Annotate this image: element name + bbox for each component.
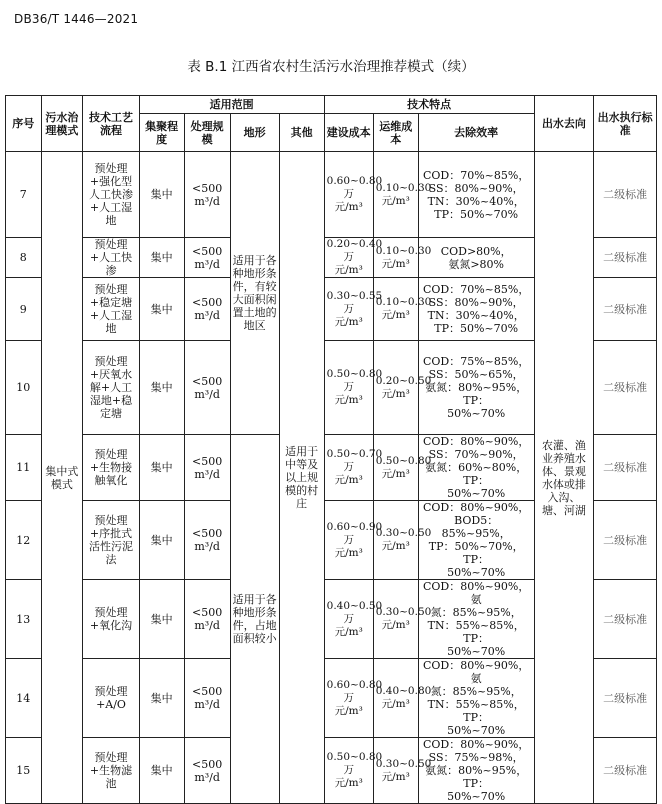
- removal-efficiency-line: [421, 501, 532, 514]
- header-collection: 集聚程度: [139, 114, 184, 152]
- scale-unit: m³/d: [194, 619, 220, 632]
- scale-value: <500: [192, 181, 223, 195]
- row-number: 10: [6, 341, 42, 435]
- op-cost-unit: 元/m³: [381, 257, 410, 270]
- removal-efficiency-line: [421, 381, 532, 407]
- header-scope: 适用范围: [139, 96, 324, 114]
- removal-efficiency-line: [421, 435, 532, 448]
- removal-efficiency-line: [421, 283, 532, 296]
- build-cost-line: [326, 520, 383, 547]
- scale-value: <500: [192, 296, 223, 309]
- op-cost-value: 0.30~0.50: [375, 757, 432, 770]
- removal-efficiency: [418, 738, 534, 804]
- terrain-small-land: 适用于各种地形条件，占地面积较小: [230, 435, 279, 804]
- process-flow: 预处理+生物滤池: [83, 738, 139, 804]
- build-cost-line: [326, 678, 383, 705]
- effluent-standard: 二级标准: [594, 238, 657, 278]
- treatment-scale-line: [187, 468, 228, 481]
- build-cost: [324, 238, 383, 278]
- removal-line-text: COD：80%~90%，: [422, 435, 530, 448]
- removal-efficiency: [418, 501, 534, 580]
- op-cost-line: [375, 244, 432, 258]
- build-cost-value: 0.50~0.80万: [326, 751, 383, 776]
- build-cost: [324, 659, 383, 738]
- scale-unit: m³/d: [194, 194, 220, 208]
- header-terrain: 地形: [230, 114, 279, 152]
- build-cost-line: [326, 289, 383, 316]
- build-cost-line: [327, 547, 371, 560]
- build-cost-line: [326, 175, 383, 201]
- build-cost-line: [326, 368, 383, 394]
- op-cost-line: [375, 685, 432, 698]
- op-cost-line: [375, 606, 432, 619]
- row-number: 12: [6, 501, 42, 580]
- removal-efficiency-line: [421, 461, 532, 487]
- op-cost-unit: 元/m³: [381, 698, 410, 710]
- row-number: 7: [6, 152, 42, 238]
- treatment-scale: [184, 341, 230, 435]
- op-cost-line: [376, 258, 416, 271]
- process-flow: 预处理+强化型人工快渗+人工湿地: [83, 152, 139, 238]
- effluent-standard: 二级标准: [594, 580, 657, 659]
- removal-line-text: COD：70%~85%，: [422, 283, 530, 296]
- op-cost-value: 0.40~0.80: [375, 685, 432, 697]
- treatment-scale-line: [187, 758, 228, 771]
- removal-efficiency: [418, 341, 534, 435]
- removal-line-text: 50%~70%: [447, 566, 506, 579]
- treatment-scale: [184, 738, 230, 804]
- removal-efficiency-line: [421, 566, 532, 579]
- header-build-cost: 建设成本: [324, 114, 373, 152]
- build-cost-value: 0.50~0.80万: [326, 368, 383, 393]
- removal-efficiency-line: [421, 645, 532, 658]
- build-cost-line: [326, 238, 383, 264]
- removal-efficiency-line: [421, 407, 532, 420]
- op-cost-unit: 元/m³: [381, 309, 410, 321]
- op-cost-line: [376, 540, 416, 553]
- collection-degree: 集中: [139, 238, 184, 278]
- build-cost: [324, 341, 383, 435]
- effluent-standard: 二级标准: [594, 278, 657, 341]
- scale-value: <500: [192, 757, 223, 771]
- treatment-scale: [184, 152, 230, 238]
- build-cost-unit: 元/m³: [334, 474, 363, 486]
- removal-efficiency-line: [421, 764, 532, 790]
- removal-line-text: 50%~70%: [447, 487, 506, 500]
- removal-line-text: 氨氮：80%~95%，TP：: [425, 764, 528, 790]
- op-cost-line: [376, 468, 416, 481]
- build-cost-value: 0.30~0.55万: [326, 289, 383, 315]
- build-cost-unit: 元/m³: [334, 777, 363, 789]
- removal-line-text: SS：80%~90%，: [428, 296, 524, 309]
- scale-value: <500: [192, 374, 223, 388]
- op-cost: [373, 580, 432, 659]
- build-cost-value: 0.50~0.70万: [326, 448, 383, 473]
- scale-unit: m³/d: [194, 467, 220, 481]
- removal-efficiency-line: [421, 698, 532, 724]
- removal-line-text: TN：30%~40%，: [427, 194, 525, 208]
- shared-mode: 集中式模式: [41, 152, 83, 804]
- build-cost: [324, 435, 383, 501]
- removal-efficiency: [418, 580, 534, 659]
- treatment-mode-table: [5, 95, 657, 804]
- removal-efficiency-line: [421, 208, 532, 221]
- treatment-scale: [184, 580, 230, 659]
- removal-line-text: SS：75%~98%，: [428, 751, 524, 764]
- removal-line-text: SS：50%~65%，: [428, 368, 524, 381]
- header-scale: 处理规模: [184, 114, 230, 152]
- treatment-scale-line: [187, 309, 228, 322]
- removal-efficiency-line: [421, 195, 532, 208]
- removal-line-text: TP：50%~70%，TP：: [428, 540, 524, 566]
- treatment-scale-line: [187, 296, 228, 309]
- removal-efficiency-line: [421, 258, 532, 271]
- removal-line-text: TP：50%~70%: [434, 207, 519, 221]
- build-cost-unit: 元/m³: [334, 394, 363, 406]
- removal-line-text: BOD5：85%~95%，: [441, 514, 511, 540]
- removal-line-text: 氨氮：60%~80%，TP：: [425, 461, 528, 487]
- build-cost-line: [327, 474, 371, 487]
- effluent-standard: 二级标准: [594, 738, 657, 804]
- build-cost-unit: 元/m³: [334, 625, 363, 638]
- build-cost-unit: 元/m³: [334, 201, 363, 213]
- build-cost-line: [327, 316, 371, 329]
- build-cost-unit: 元/m³: [334, 315, 363, 328]
- removal-efficiency-line: [421, 790, 532, 803]
- build-cost-unit: 元/m³: [334, 546, 363, 559]
- build-cost: [324, 501, 383, 580]
- op-cost-line: [375, 181, 432, 195]
- treatment-scale: [184, 238, 230, 278]
- treatment-scale-line: [187, 182, 228, 195]
- row-number: 14: [6, 659, 42, 738]
- op-cost-line: [376, 309, 416, 322]
- removal-line-text: 氨氮>80%: [448, 257, 504, 271]
- op-cost-value: 0.20~0.50: [375, 374, 432, 387]
- other-condition: 适用于中等及以上规模的村庄: [279, 152, 324, 804]
- removal-efficiency: [418, 435, 534, 501]
- removal-efficiency: [418, 278, 534, 341]
- treatment-scale-line: [187, 195, 228, 208]
- build-cost-line: [326, 448, 383, 474]
- removal-line-text: COD：80%~90%，: [422, 501, 530, 514]
- scale-value: <500: [192, 244, 223, 258]
- treatment-scale-line: [187, 685, 228, 698]
- treatment-scale-line: [187, 540, 228, 553]
- scale-value: <500: [192, 454, 223, 468]
- removal-line-text: TN：55%~85%，TP：: [427, 619, 525, 645]
- row-number: 9: [6, 278, 42, 341]
- removal-efficiency-line: [421, 355, 532, 368]
- removal-line-text: COD：80%~90%，氨: [422, 659, 530, 685]
- build-cost-value: 0.60~0.80万: [326, 678, 383, 704]
- op-cost: [373, 278, 432, 341]
- scale-value: <500: [192, 606, 223, 619]
- removal-efficiency-line: [421, 245, 532, 258]
- process-flow: 预处理+生物接触氧化: [83, 435, 139, 501]
- removal-efficiency: [418, 238, 534, 278]
- op-cost-line: [376, 619, 416, 632]
- removal-line-text: 氮：85%~95%，: [430, 685, 522, 698]
- removal-efficiency-line: [421, 659, 532, 685]
- op-cost-line: [376, 388, 416, 401]
- terrain-large-land: 适用于各种地形条件，有较大面积闲置土地的地区: [230, 152, 279, 435]
- header-seq: 序号: [6, 96, 42, 152]
- op-cost-unit: 元/m³: [381, 194, 410, 207]
- op-cost-unit: 元/m³: [381, 387, 410, 400]
- collection-degree: 集中: [139, 341, 184, 435]
- treatment-scale-line: [187, 771, 228, 784]
- op-cost: [373, 659, 432, 738]
- build-cost-line: [326, 599, 383, 626]
- process-flow: 预处理+序批式活性污泥法: [83, 501, 139, 580]
- build-cost-value: 0.60~0.90万: [326, 520, 383, 546]
- effluent-standard: 二级标准: [594, 341, 657, 435]
- build-cost-line: [327, 201, 371, 214]
- build-cost-unit: 元/m³: [334, 704, 363, 717]
- op-cost-line: [375, 454, 432, 468]
- removal-line-text: COD>80%，: [440, 244, 512, 258]
- treatment-scale-line: [187, 455, 228, 468]
- op-cost-unit: 元/m³: [381, 770, 410, 783]
- removal-line-text: SS：70%~90%，: [428, 448, 524, 461]
- removal-efficiency-line: [421, 580, 532, 606]
- process-flow: 预处理+A/O: [83, 659, 139, 738]
- scale-unit: m³/d: [194, 387, 220, 401]
- header-op-cost: 运维成本: [373, 114, 418, 152]
- removal-line-text: 氨氮：80%~95%，TP：: [425, 381, 528, 407]
- removal-line-text: COD：75%~85%，: [422, 355, 530, 368]
- row-number: 8: [6, 238, 42, 278]
- treatment-scale: [184, 278, 230, 341]
- treatment-scale-line: [187, 606, 228, 619]
- header-removal: 去除效率: [418, 114, 534, 152]
- effluent-standard: 二级标准: [594, 152, 657, 238]
- treatment-scale: [184, 501, 230, 580]
- treatment-scale: [184, 435, 230, 501]
- removal-efficiency-line: [421, 751, 532, 764]
- collection-degree: 集中: [139, 738, 184, 804]
- outlet-direction: 农灌、渔业养殖水体、景观水体或排入沟、塘、河湖: [534, 152, 594, 804]
- process-flow: 预处理+人工快渗: [83, 238, 139, 278]
- op-cost-value: 0.10~0.30: [375, 296, 432, 308]
- op-cost-line: [376, 698, 416, 711]
- build-cost: [324, 152, 383, 238]
- removal-efficiency-line: [421, 296, 532, 309]
- treatment-scale: [184, 659, 230, 738]
- removal-efficiency-line: [421, 322, 532, 335]
- removal-line-text: 氮：85%~95%，: [430, 606, 522, 619]
- collection-degree: 集中: [139, 580, 184, 659]
- removal-line-text: COD：80%~90%，氨: [422, 580, 530, 606]
- effluent-standard: 二级标准: [594, 435, 657, 501]
- op-cost-value: 0.30~0.50: [375, 527, 432, 539]
- build-cost-line: [326, 751, 383, 777]
- removal-efficiency-line: [421, 169, 532, 182]
- removal-line-text: TN：55%~85%，TP：: [427, 698, 525, 724]
- process-flow: 预处理+厌氧水解+人工湿地+稳定塘: [83, 341, 139, 435]
- removal-efficiency-line: [421, 724, 532, 737]
- removal-line-text: COD：80%~90%，: [422, 738, 530, 751]
- removal-line-text: 50%~70%: [447, 407, 506, 420]
- collection-degree: 集中: [139, 152, 184, 238]
- removal-line-text: 50%~70%: [447, 724, 506, 737]
- removal-efficiency-line: [421, 309, 532, 322]
- op-cost: [373, 152, 432, 238]
- header-features: 技术特点: [324, 96, 534, 114]
- treatment-scale-line: [187, 245, 228, 258]
- row-number: 11: [6, 435, 42, 501]
- op-cost-line: [375, 527, 432, 540]
- scale-unit: m³/d: [194, 698, 220, 711]
- header-process: 技术工艺流程: [83, 96, 139, 152]
- treatment-scale-line: [187, 527, 228, 540]
- collection-degree: 集中: [139, 435, 184, 501]
- treatment-scale-line: [187, 619, 228, 632]
- build-cost-line: [327, 777, 371, 790]
- op-cost-value: 0.50~0.80: [375, 454, 432, 467]
- treatment-scale-line: [187, 258, 228, 271]
- op-cost: [373, 341, 432, 435]
- build-cost-value: 0.40~0.50万: [326, 599, 383, 625]
- removal-line-text: TN：30%~40%，: [427, 309, 525, 322]
- removal-line-text: COD：70%~85%，: [422, 168, 530, 182]
- scale-unit: m³/d: [194, 540, 220, 553]
- removal-efficiency-line: [421, 514, 532, 540]
- op-cost-unit: 元/m³: [381, 619, 410, 631]
- scale-value: <500: [192, 527, 223, 540]
- table-row: [6, 152, 657, 238]
- header-standard: 出水执行标准: [594, 96, 657, 152]
- build-cost-line: [327, 626, 371, 639]
- removal-efficiency-line: [421, 738, 532, 751]
- header-mode: 污水治理模式: [41, 96, 83, 152]
- effluent-standard: 二级标准: [594, 501, 657, 580]
- row-number: 15: [6, 738, 42, 804]
- scale-unit: m³/d: [194, 770, 220, 784]
- removal-line-text: 50%~70%: [447, 790, 506, 803]
- op-cost-line: [376, 195, 416, 208]
- op-cost: [373, 738, 432, 804]
- removal-efficiency-line: [421, 448, 532, 461]
- process-flow: 预处理+氧化沟: [83, 580, 139, 659]
- row-number: 13: [6, 580, 42, 659]
- build-cost: [324, 580, 383, 659]
- table-caption: 表 B.1 江西省农村生活污水治理推荐模式（续）: [187, 59, 475, 75]
- op-cost-value: 0.30~0.50: [375, 606, 432, 618]
- build-cost-unit: 元/m³: [334, 264, 363, 276]
- treatment-scale-line: [187, 375, 228, 388]
- op-cost: [373, 501, 432, 580]
- removal-line-text: 50%~70%: [447, 645, 506, 658]
- removal-efficiency-line: [421, 619, 532, 645]
- header-outlet: 出水去向: [534, 96, 594, 152]
- removal-line-text: SS：80%~90%，: [428, 181, 524, 195]
- removal-efficiency-line: [421, 606, 532, 619]
- scale-unit: m³/d: [194, 309, 220, 322]
- op-cost-line: [376, 771, 416, 784]
- header-other: 其他: [279, 114, 324, 152]
- removal-efficiency: [418, 152, 534, 238]
- removal-efficiency-line: [421, 182, 532, 195]
- op-cost: [373, 435, 432, 501]
- build-cost: [324, 278, 383, 341]
- build-cost-value: 0.60~0.80万: [326, 175, 383, 200]
- scale-value: <500: [192, 685, 223, 698]
- collection-degree: 集中: [139, 501, 184, 580]
- op-cost-unit: 元/m³: [381, 540, 410, 552]
- op-cost-value: 0.10~0.30: [375, 181, 432, 194]
- build-cost-line: [327, 264, 371, 277]
- build-cost: [324, 738, 383, 804]
- removal-efficiency-line: [421, 487, 532, 500]
- op-cost-unit: 元/m³: [381, 467, 410, 480]
- treatment-scale-line: [187, 698, 228, 711]
- op-cost-line: [375, 296, 432, 309]
- scale-unit: m³/d: [194, 257, 220, 271]
- removal-efficiency-line: [421, 368, 532, 381]
- removal-efficiency: [418, 659, 534, 738]
- process-flow: 预处理+稳定塘+人工湿地: [83, 278, 139, 341]
- collection-degree: 集中: [139, 278, 184, 341]
- collection-degree: 集中: [139, 659, 184, 738]
- removal-efficiency-line: [421, 540, 532, 566]
- standard-code: DB36/T 1446—2021: [14, 12, 139, 26]
- op-cost-line: [375, 757, 432, 771]
- build-cost-value: 0.20~0.40万: [326, 238, 383, 263]
- op-cost-value: 0.10~0.30: [375, 244, 432, 257]
- effluent-standard: 二级标准: [594, 659, 657, 738]
- op-cost-line: [375, 374, 432, 388]
- build-cost-line: [327, 394, 371, 407]
- removal-line-text: TP：50%~70%: [434, 322, 519, 335]
- removal-efficiency-line: [421, 685, 532, 698]
- treatment-scale-line: [187, 388, 228, 401]
- build-cost-line: [327, 705, 371, 718]
